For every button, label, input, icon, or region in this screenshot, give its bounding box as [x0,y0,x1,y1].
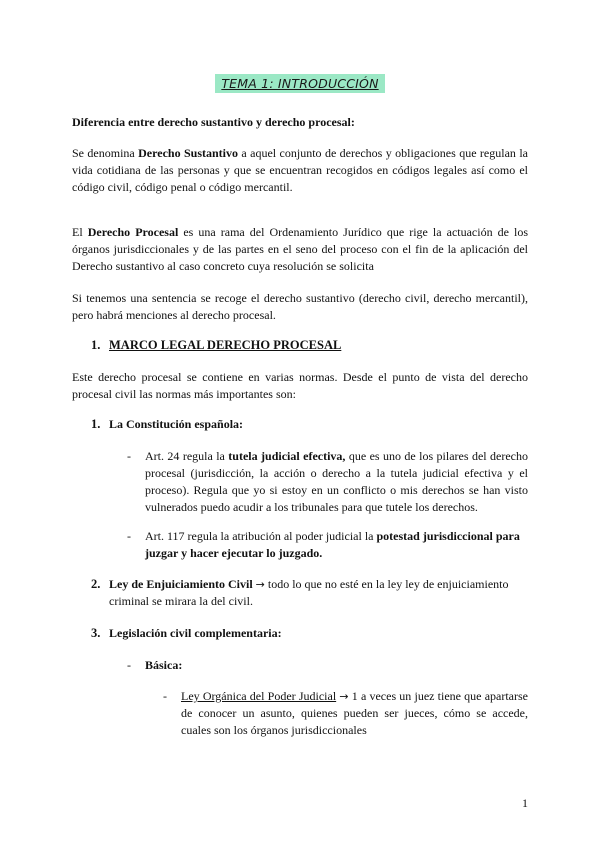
item3-number: 3. [91,626,101,640]
bullet2-text [145,528,528,562]
page-number: 1 [522,796,528,810]
bullet1-text [145,448,528,516]
item2-text [109,576,528,610]
item3-title: Legislación civil complementaria: [109,626,282,640]
sub-lopj-dash: - [163,689,167,703]
bullet2-bold: potestad jurisdiccional para juzgar y hacer ejecutar lo juzgado. [145,529,520,560]
p2-post: es una rama del Ordenamiento Jurídico que rige la actuación de los órganos jurisdiccionales y de las partes en el seno del proceso con el fin de la aplicación del Derecho sustantivo al caso concreto cuya resolución se solicita [72,225,529,273]
sub-basica-dash: - [127,658,131,672]
item2-bold: Ley de Enjuiciamiento Civil [109,577,253,591]
bullet1-post: que es uno de los pilares del derecho procesal (jurisdicción, la acción o derecho a la tutela judicial efectiva y el proceso). Regula que yo si estoy en un conflicto o mis derechos se han visto vulnerados puedo acudir a los tribunales para que tutele los derechos. [145,449,529,514]
intro-heading: Diferencia entre derecho sustantivo y derecho procesal: [72,115,355,129]
p1-post: a aquel conjunto de derechos y obligaciones que regulan la vida cotidiana de las personas y que se encuentran recogidos en códigos legales así como el código civil, código penal o código mercantil. [72,146,528,194]
bullet2-pre: Art. 117 regula la atribución al poder judicial la [145,529,377,543]
sub-lopj-underlined: Ley Orgánica del Poder Judicial [181,689,337,703]
item1-title: La Constitución española: [109,417,244,431]
p1-bold: Derecho Sustantivo [138,146,238,160]
paragraph-sustantivo [72,145,528,196]
sub-lopj-text [181,688,528,739]
title-container [0,74,600,93]
right-arrow-icon: → [255,578,265,591]
item2-post: todo lo que no esté en la ley ley de enjuiciamiento criminal se mirara la del civil. [109,577,509,608]
page-title: TEMA 1: INTRODUCCIÓN [215,74,384,93]
section1-number: 1. [91,338,101,352]
paragraph-procesal [72,224,528,275]
sub-basica-title: Básica: [145,658,183,672]
bullet2-dash: - [127,529,131,543]
paragraph-sentencia: Si tenemos una sentencia se recoge el derecho sustantivo (derecho civil, derecho mercantil), pero habrá menciones al derecho procesal. [72,291,528,322]
item1-number: 1. [91,417,101,431]
bullet1-dash: - [127,449,131,463]
p2-pre: El [72,225,88,239]
right-arrow-icon: → [339,690,349,703]
p2-bold: Derecho Procesal [87,225,179,239]
bullet1-pre: Art. 24 regula la [145,449,229,463]
paragraph-normas: Este derecho procesal se contiene en varias normas. Desde el punto de vista del derecho procesal civil las normas más importantes son: [72,370,528,401]
item2-number: 2. [91,577,101,591]
sub-lopj-post: 1 a veces un juez tiene que apartarse de conocer un asunto, quienes pueden ser jueces, cómo se accede, cuales son los órganos jurisdiccionales [181,689,528,737]
bullet1-bold: tutela judicial efectiva, [228,449,346,463]
p1-pre: Se denomina [72,146,139,160]
section1-title: MARCO LEGAL DERECHO PROCESAL [109,338,342,352]
